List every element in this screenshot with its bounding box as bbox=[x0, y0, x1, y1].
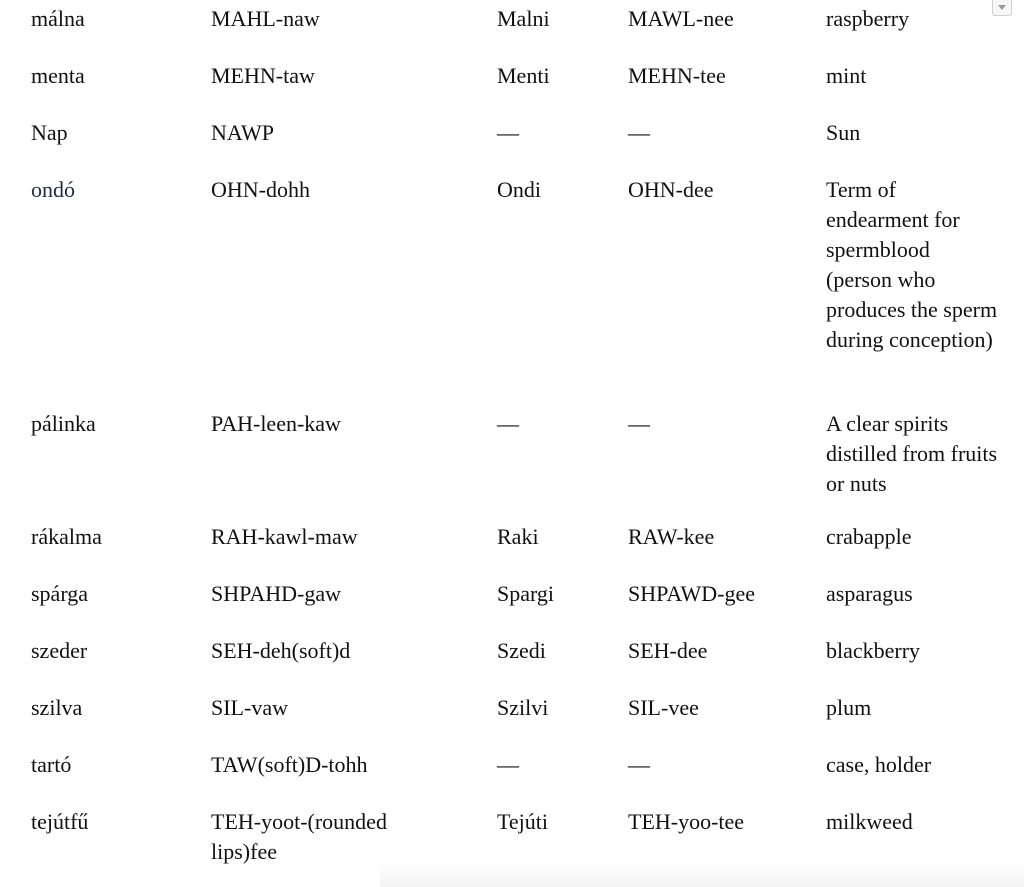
hungarian-word: pálinka bbox=[31, 411, 96, 436]
pronunciation: MEHN-taw bbox=[211, 63, 315, 88]
pronunciation: TAW(soft)D-tohh bbox=[211, 752, 368, 777]
pronunciation: NAWP bbox=[211, 120, 275, 145]
meaning: asparagus bbox=[826, 581, 913, 606]
meaning: case, holder bbox=[826, 752, 932, 777]
meaning: mint bbox=[826, 63, 867, 88]
table-row bbox=[0, 803, 1024, 883]
meaning: Sun bbox=[826, 120, 861, 145]
shortform: — bbox=[497, 120, 519, 145]
shortform-pronunciation: RAW-kee bbox=[628, 524, 715, 549]
table-row bbox=[0, 0, 1024, 57]
shortform: Malni bbox=[497, 6, 550, 31]
hungarian-word: spárga bbox=[31, 581, 89, 606]
shortform: — bbox=[497, 411, 519, 436]
hungarian-word: rákalma bbox=[31, 524, 102, 549]
table-row bbox=[0, 57, 1024, 114]
hungarian-word: tartó bbox=[31, 752, 72, 777]
shortform-pronunciation: SIL-vee bbox=[628, 695, 699, 720]
pronunciation: SIL-vaw bbox=[211, 695, 288, 720]
hungarian-word: málna bbox=[31, 6, 85, 31]
meaning: crabapple bbox=[826, 524, 912, 549]
shortform-pronunciation: — bbox=[628, 411, 650, 436]
shortform: Spargi bbox=[497, 581, 555, 606]
pronunciation: SEH-deh(soft)d bbox=[211, 638, 351, 663]
hungarian-word: Nap bbox=[31, 120, 68, 145]
shortform: — bbox=[497, 752, 519, 777]
meaning: A clear spirits distilled from fruits or nuts bbox=[826, 411, 998, 496]
meaning: Term of endearment for spermblood (person who produces the sperm during conception) bbox=[826, 177, 998, 352]
shortform-pronunciation: MEHN-tee bbox=[628, 63, 726, 88]
meaning: milkweed bbox=[826, 809, 913, 834]
table-row bbox=[0, 632, 1024, 689]
pronunciation: RAH-kawl-maw bbox=[211, 524, 358, 549]
shortform: Raki bbox=[497, 524, 539, 549]
chevron-down-icon bbox=[998, 5, 1006, 10]
table-row bbox=[0, 746, 1024, 803]
pronunciation: SHPAHD-gaw bbox=[211, 581, 341, 606]
table-row bbox=[0, 575, 1024, 632]
hungarian-word-link[interactable]: ondó bbox=[31, 177, 75, 202]
shortform: Szilvi bbox=[497, 695, 549, 720]
hungarian-word: szeder bbox=[31, 638, 88, 663]
meaning: raspberry bbox=[826, 6, 910, 31]
shortform: Tejúti bbox=[497, 809, 549, 834]
table-row bbox=[0, 114, 1024, 171]
shortform: Szedi bbox=[497, 638, 546, 663]
pronunciation: MAHL-naw bbox=[211, 6, 320, 31]
meaning: blackberry bbox=[826, 638, 921, 663]
pronunciation: PAH-leen-kaw bbox=[211, 411, 341, 436]
shortform-pronunciation: SHPAWD-gee bbox=[628, 581, 755, 606]
corner-dropdown-button[interactable] bbox=[992, 0, 1012, 16]
shortform: Ondi bbox=[497, 177, 541, 202]
shortform: Menti bbox=[497, 63, 550, 88]
hungarian-word: szilva bbox=[31, 695, 83, 720]
shortform-pronunciation: MAWL-nee bbox=[628, 6, 734, 31]
table-row bbox=[0, 689, 1024, 746]
shortform-pronunciation: OHN-dee bbox=[628, 177, 714, 202]
table-row bbox=[0, 518, 1024, 575]
meaning: plum bbox=[826, 695, 872, 720]
table-row bbox=[0, 171, 1024, 405]
shortform-pronunciation: — bbox=[628, 752, 650, 777]
table-row bbox=[0, 405, 1024, 518]
pronunciation: OHN-dohh bbox=[211, 177, 310, 202]
hungarian-word: tejútfű bbox=[31, 809, 89, 834]
shortform-pronunciation: — bbox=[628, 120, 650, 145]
hungarian-word: menta bbox=[31, 63, 85, 88]
shortform-pronunciation: TEH-yoo-tee bbox=[628, 809, 745, 834]
shortform-pronunciation: SEH-dee bbox=[628, 638, 708, 663]
pronunciation: TEH-yoot-(rounded lips)fee bbox=[211, 809, 387, 864]
